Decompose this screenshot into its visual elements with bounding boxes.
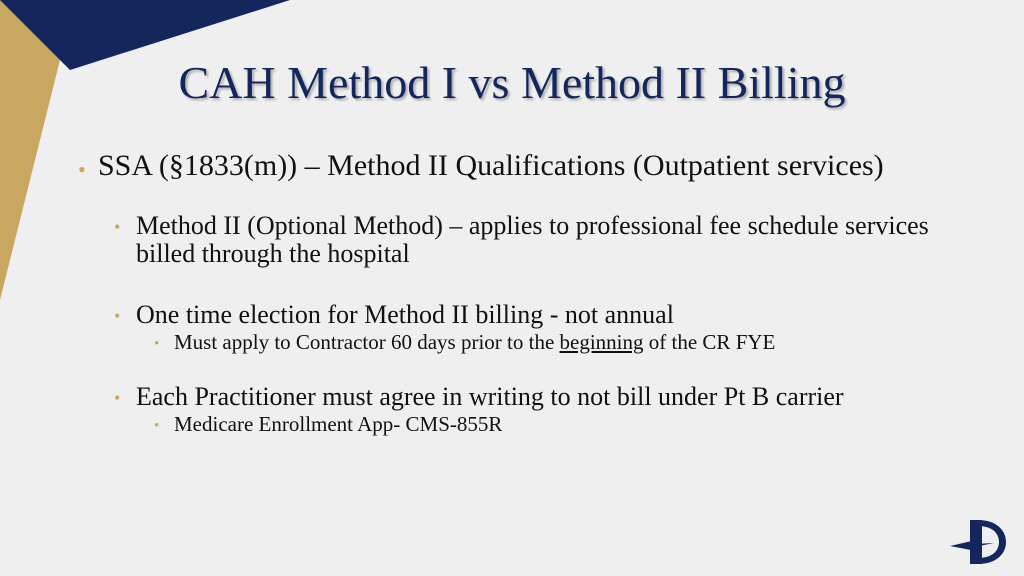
- bullet-dot: •: [154, 335, 160, 352]
- bullet-dot: •: [114, 305, 121, 326]
- bullet-dot: •: [114, 217, 121, 238]
- bullet-level2-item: [76, 212, 976, 268]
- bullet-text-end: of the CR FYE: [643, 329, 776, 354]
- bullet-dot: •: [114, 388, 121, 409]
- bullet-level2-item: [76, 301, 976, 329]
- bullet-text: One time election for Method II billing - not annual: [136, 299, 674, 329]
- bullet-text: Each Practitioner must agree in writing to not bill under Pt B carrier: [136, 382, 844, 412]
- slide-title: CAH Method I vs Method II Billing: [178, 57, 846, 108]
- bullet-text: Method II (Optional Method) – applies to professional fee schedule services billed through the hospital: [136, 211, 929, 269]
- bullet-list: [76, 150, 976, 436]
- arrow-d-logo-icon: [948, 516, 1010, 568]
- bullet-level3-item: [76, 331, 976, 354]
- bullet-dot: •: [78, 157, 86, 182]
- bullet-text: Medicare Enrollment App- CMS-855R: [174, 412, 503, 437]
- bullet-text: SSA (§1833(m)) – Method II Qualifications (Outpatient services): [98, 149, 884, 182]
- bullet-dot: •: [154, 418, 160, 435]
- bullet-level2-item: [76, 383, 976, 411]
- bullet-level1-item: [76, 150, 976, 182]
- bullet-text-underlined: beginning: [559, 329, 644, 354]
- bullet-level3-item: [76, 413, 976, 436]
- bullet-text-start: Must apply to Contractor 60 days prior to the: [174, 329, 560, 354]
